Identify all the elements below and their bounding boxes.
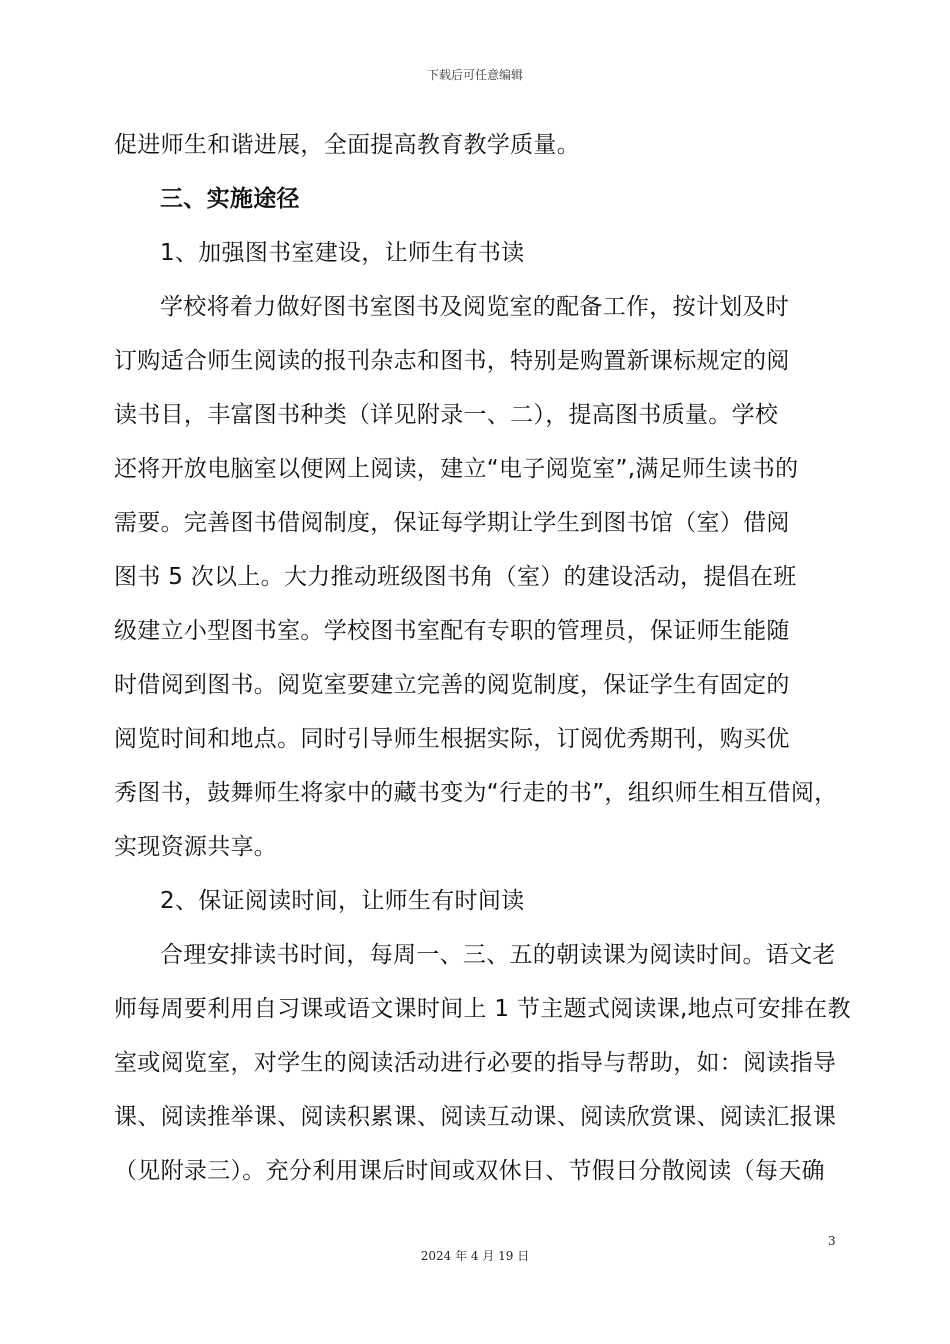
subsection-heading: 2、保证阅读时间，让师生有时间读 bbox=[160, 888, 525, 914]
paragraph-line: 还将开放电脑室以便网上阅读，建立“电子阅览室”,满足师生读书的 bbox=[114, 456, 799, 482]
paragraph-line: 订购适合师生阅读的报刊杂志和图书，特别是购置新课标规定的阅 bbox=[114, 348, 790, 374]
paragraph-line: 时借阅到图书。阅览室要建立完善的阅览制度，保证学生有固定的 bbox=[114, 672, 790, 698]
paragraph-line: 师每周要利用自习课或语文课时间上 1 节主题式阅读课,地点可安排在教 bbox=[114, 996, 851, 1022]
paragraph-line: 合理安排读书时间，每周一、三、五的朝读课为阅读时间。语文老 bbox=[160, 942, 836, 968]
document-body bbox=[114, 118, 851, 1198]
paragraph-line: 需要。完善图书借阅制度，保证每学期让学生到图书馆（室）借阅 bbox=[114, 510, 790, 536]
paragraph-line: 图书 5 次以上。大力推动班级图书角（室）的建设活动，提倡在班 bbox=[114, 564, 797, 590]
paragraph-line: （见附录三）。充分利用课后时间或双休日、节假日分散阅读（每天确 bbox=[114, 1158, 825, 1184]
paragraph-line: 阅览时间和地点。同时引导师生根据实际，订阅优秀期刊，购买优 bbox=[114, 726, 790, 752]
paragraph-line: 秀图书，鼓舞师生将家中的藏书变为“行走的书”，组织师生相互借阅， bbox=[114, 780, 838, 806]
paragraph-line: 促进师生和谐进展，全面提高教育教学质量。 bbox=[114, 132, 580, 158]
page-number: 3 bbox=[828, 1234, 836, 1248]
footer-date: 2024 年 4 月 19 日 bbox=[420, 1249, 530, 1263]
paragraph-line: 级建立小型图书室。学校图书室配有专职的管理员，保证师生能随 bbox=[114, 618, 790, 644]
page-header: 下载后可任意编辑 bbox=[426, 68, 523, 82]
paragraph-line: 读书目，丰富图书种类（详见附录一、二），提高图书质量。学校 bbox=[114, 402, 779, 428]
subsection-heading: 1、加强图书室建设，让师生有书读 bbox=[160, 240, 525, 266]
paragraph-line: 实现资源共享。 bbox=[114, 834, 278, 860]
paragraph-line: 室或阅览室，对学生的阅读活动进行必要的指导与帮助，如：阅读指导 bbox=[114, 1050, 837, 1076]
paragraph-line: 课、阅读推举课、阅读积累课、阅读互动课、阅读欣赏课、阅读汇报课 bbox=[114, 1104, 837, 1130]
section-heading: 三、实施途径 bbox=[160, 186, 300, 212]
paragraph-line: 学校将着力做好图书室图书及阅览室的配备工作，按计划及时 bbox=[160, 294, 790, 320]
